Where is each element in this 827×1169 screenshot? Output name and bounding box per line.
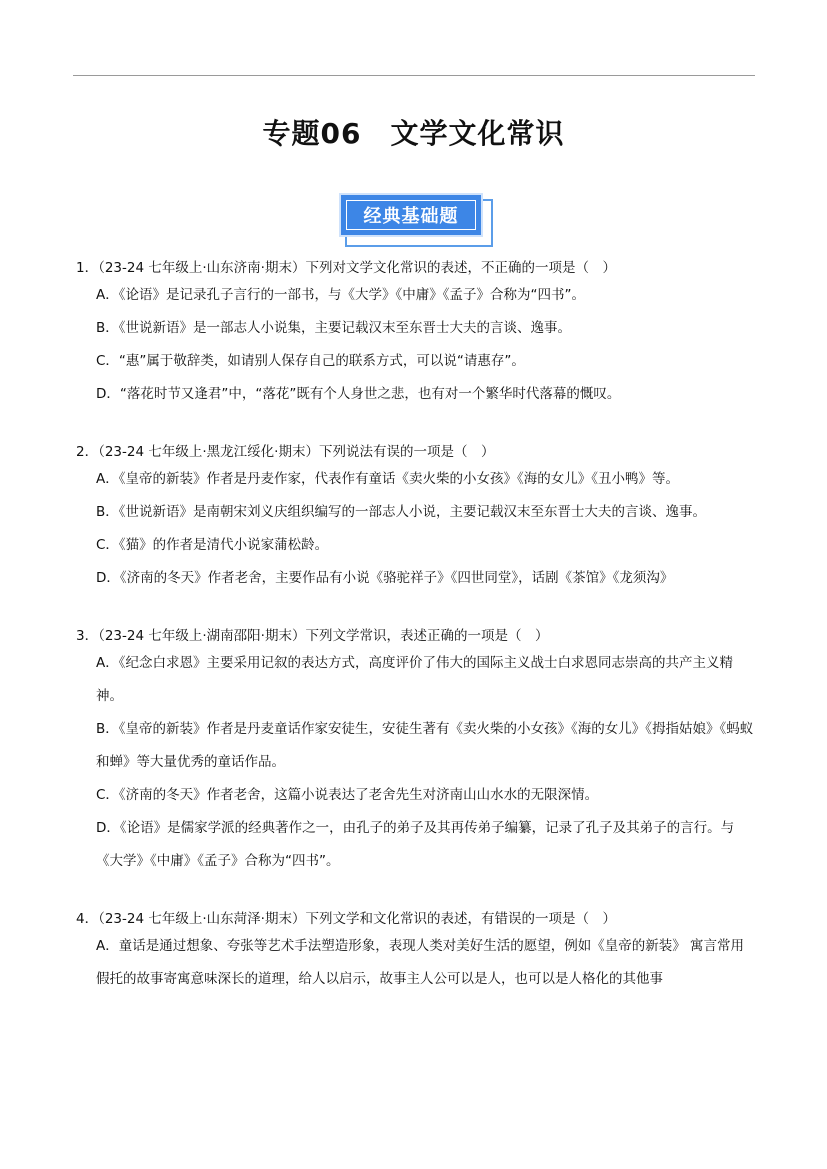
question-3 (76, 626, 756, 878)
option-a: A．《论语》是记录孔子言行的一部书，与《大学》《中庸》《孟子》合称为“四书”。 (96, 287, 585, 303)
question-stem: 1．（23-24 七年级上·山东济南·期末）下列对文学文化常识的表述，不正确的一项是（ ） (76, 260, 616, 276)
option-c: C．“惠”属于敬辞类，如请别人保存自己的联系方式，可以说“请惠存”。 (96, 353, 525, 369)
option-d: D．《济南的冬天》作者老舍，主要作品有小说《骆驼祥子》《四世同堂》，话剧《茶馆》《龙须沟》 (96, 570, 674, 586)
question-4 (76, 909, 756, 996)
question-stem: 2．（23-24 七年级上·黑龙江绥化·期末）下列说法有误的一项是（ ） (76, 444, 495, 460)
badge-box (339, 193, 483, 237)
option-d: D．“落花时节又逢君”中，“落花”既有个人身世之悲，也有对一个繁华时代落幕的慨叹。 (96, 386, 621, 402)
badge-label: 经典基础题 (363, 206, 459, 227)
option-a: A．《纪念白求恩》主要采用记叙的表达方式，高度评价了伟大的国际主义战士白求恩同志崇高的共产主义精神。 (96, 655, 733, 704)
option-d: D．《论语》是儒家学派的经典著作之一，由孔子的弟子及其再传弟子编纂，记录了孔子及其弟子的言行。与《大学》《中庸》《孟子》合称为“四书”。 (96, 820, 735, 869)
option-b: B．《世说新语》是南朝宋刘义庆组织编写的一部志人小说，主要记载汉末至东晋士大夫的言谈、逸事。 (96, 504, 707, 520)
section-badge (339, 193, 491, 245)
option-b: B．《世说新语》是一部志人小说集，主要记载汉末至东晋士大夫的言谈、逸事。 (96, 320, 572, 336)
question-1 (76, 258, 756, 411)
option-a: A．童话是通过想象、夸张等艺术手法塑造形象，表现人类对美好生活的愿望，例如《皇帝的新装》 寓言常用假托的故事寄寓意味深长的道理，给人以启示，故事主人公可以是人，也可以是人格化的其他事 (96, 938, 745, 987)
question-2 (76, 442, 756, 595)
option-b: B．《皇帝的新装》作者是丹麦童话作家安徒生，安徒生著有《卖火柴的小女孩》《海的女儿》《拇指姑娘》《蚂蚁和蝉》等大量优秀的童话作品。 (96, 721, 754, 770)
option-c: C．《济南的冬天》作者老舍，这篇小说表达了老舍先生对济南山山水水的无限深情。 (96, 787, 599, 803)
question-stem: 4．（23-24 七年级上·山东菏泽·期末）下列文学和文化常识的表述，有错误的一项是（ ） (76, 911, 616, 927)
question-stem: 3．（23-24 七年级上·湖南邵阳·期末）下列文学常识，表述正确的一项是（ ） (76, 628, 549, 644)
header-rule (73, 75, 755, 76)
option-a: A．《皇帝的新装》作者是丹麦作家，代表作有童话《卖火柴的小女孩》《海的女儿》《丑小鸭》等。 (96, 471, 679, 487)
page-title: 专题06 文学文化常识 (262, 117, 565, 150)
question-list (76, 258, 756, 1027)
option-c: C．《猫》的作者是清代小说家蒲松龄。 (96, 537, 329, 553)
